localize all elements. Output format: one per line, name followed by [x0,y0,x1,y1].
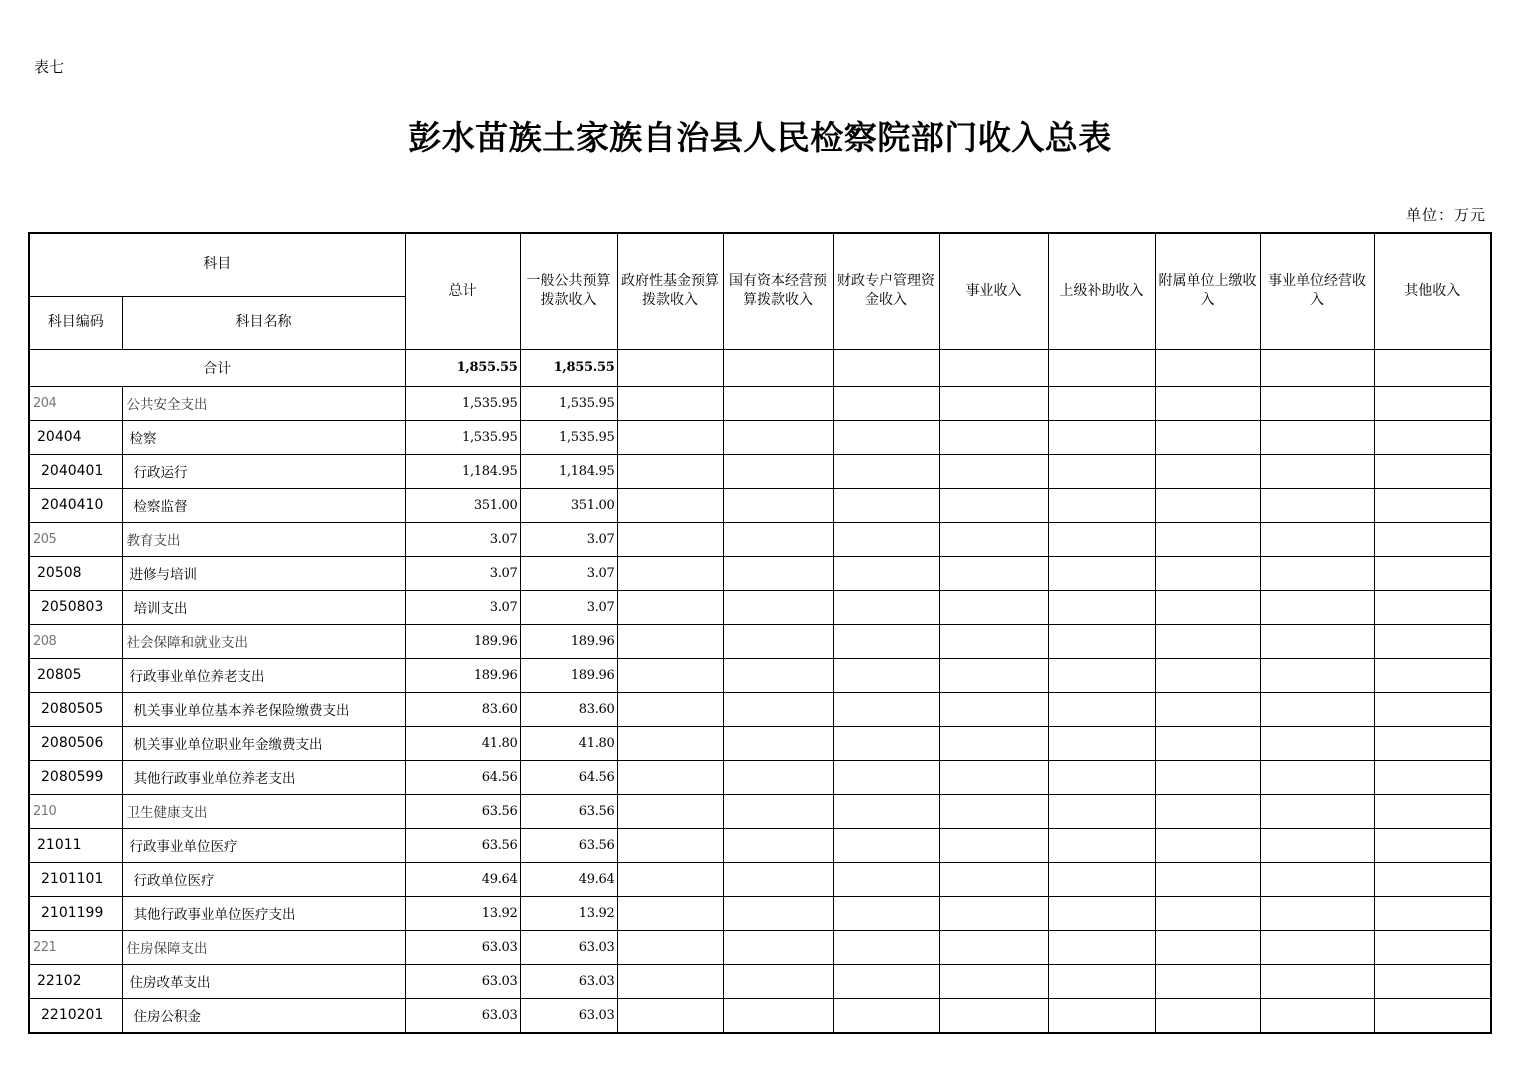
empty-cell [1048,896,1155,930]
row-code: 2040401 [29,454,122,488]
row-code: 208 [29,624,122,658]
empty-cell [833,896,939,930]
empty-cell [833,794,939,828]
empty-cell [1048,556,1155,590]
row-general-budget: 1,184.95 [520,454,617,488]
row-name: 行政事业单位养老支出 [122,658,405,692]
empty-cell [1260,726,1374,760]
empty-cell [1155,590,1260,624]
row-general-budget: 41.80 [520,726,617,760]
row-total: 83.60 [405,692,520,726]
document-title: 彭水苗族土家族自治县人民检察院部门收入总表 [408,118,1112,157]
empty-cell [617,590,723,624]
header-total: 总计 [405,233,520,349]
empty-cell [617,488,723,522]
empty-cell [723,998,833,1033]
row-general-budget: 3.07 [520,590,617,624]
row-name: 其他行政事业单位养老支出 [122,760,405,794]
empty-cell [1260,760,1374,794]
summary-row [29,349,1491,386]
empty-cell [833,862,939,896]
empty-cell [723,556,833,590]
row-name: 进修与培训 [122,556,405,590]
row-total: 41.80 [405,726,520,760]
empty-cell [1374,930,1491,964]
row-name: 住房改革支出 [122,964,405,998]
row-general-budget: 13.92 [520,896,617,930]
empty-cell [1155,556,1260,590]
row-total: 3.07 [405,522,520,556]
empty-cell [1048,964,1155,998]
empty-cell [1155,896,1260,930]
empty-cell [1374,692,1491,726]
empty-cell [833,522,939,556]
row-name: 卫生健康支出 [122,794,405,828]
table-row [29,794,1491,828]
empty-cell [1048,692,1155,726]
empty-cell [1155,624,1260,658]
empty-cell [833,692,939,726]
empty-cell [723,794,833,828]
row-name: 机关事业单位职业年金缴费支出 [122,726,405,760]
row-code: 22102 [29,964,122,998]
row-general-budget: 1,535.95 [520,420,617,454]
empty-cell [1260,896,1374,930]
empty-cell [723,760,833,794]
empty-cell [723,454,833,488]
empty-cell [833,590,939,624]
empty-cell [617,420,723,454]
empty-cell [723,726,833,760]
empty-cell [1048,590,1155,624]
empty-cell [723,930,833,964]
empty-cell [1155,794,1260,828]
empty-cell [833,964,939,998]
empty-cell [1048,760,1155,794]
row-name: 培训支出 [122,590,405,624]
empty-cell [939,420,1048,454]
empty-cell [1374,488,1491,522]
empty-cell [1155,726,1260,760]
empty-cell [617,522,723,556]
row-total: 13.92 [405,896,520,930]
empty-cell [1048,998,1155,1033]
empty-cell [1374,760,1491,794]
empty-cell [1260,556,1374,590]
empty-cell [1155,692,1260,726]
empty-cell [1260,862,1374,896]
empty-cell [1260,930,1374,964]
empty-cell [1155,386,1260,420]
header-business-income: 事业收入 [939,233,1048,349]
empty-cell [1155,998,1260,1033]
row-code: 205 [29,522,122,556]
empty-cell [1374,998,1491,1033]
empty-cell [723,590,833,624]
empty-cell [1155,522,1260,556]
header-state-capital: 国有资本经营预算拨款收入 [723,233,833,349]
empty-cell [833,624,939,658]
empty-cell [1048,454,1155,488]
header-other-income: 其他收入 [1374,233,1491,349]
row-name: 住房公积金 [122,998,405,1033]
row-code: 2050803 [29,590,122,624]
empty-cell [1048,862,1155,896]
empty-cell [833,454,939,488]
empty-cell [939,556,1048,590]
empty-cell [617,930,723,964]
row-code: 210 [29,794,122,828]
empty-cell [939,760,1048,794]
empty-cell [617,454,723,488]
empty-cell [1260,828,1374,862]
empty-cell [1155,658,1260,692]
empty-cell [617,896,723,930]
row-total: 1,535.95 [405,386,520,420]
row-name: 检察 [122,420,405,454]
empty-cell [939,624,1048,658]
empty-cell [1260,590,1374,624]
empty-cell [939,998,1048,1033]
empty-cell [1374,896,1491,930]
table-row [29,930,1491,964]
row-total: 63.56 [405,828,520,862]
header-affiliated-payment: 附属单位上缴收入 [1155,233,1260,349]
empty-cell [1260,964,1374,998]
empty-cell [1155,420,1260,454]
unit-label: 单位：万元 [1405,206,1486,224]
empty-cell [1374,794,1491,828]
table-row [29,998,1491,1033]
row-general-budget: 63.56 [520,794,617,828]
empty-cell [617,998,723,1033]
empty-cell [939,896,1048,930]
empty-cell [1048,658,1155,692]
row-code: 2040410 [29,488,122,522]
empty-cell [1155,454,1260,488]
empty-cell [617,726,723,760]
summary-general-budget: 1,855.55 [520,349,617,386]
empty-cell [1048,794,1155,828]
empty-cell [939,726,1048,760]
empty-cell [617,828,723,862]
header-subject-name: 科目名称 [122,296,405,349]
empty-cell [1155,760,1260,794]
empty-cell [1260,386,1374,420]
row-code: 2101101 [29,862,122,896]
table-row [29,386,1491,420]
table-row [29,522,1491,556]
empty-cell [939,692,1048,726]
empty-cell [1155,964,1260,998]
row-general-budget: 83.60 [520,692,617,726]
empty-cell [617,556,723,590]
row-name: 教育支出 [122,522,405,556]
empty-cell [1374,624,1491,658]
empty-cell [1374,522,1491,556]
empty-cell [939,658,1048,692]
summary-total: 1,855.55 [405,349,520,386]
row-code: 2080599 [29,760,122,794]
empty-cell [1374,556,1491,590]
empty-cell [939,590,1048,624]
empty-cell [833,556,939,590]
empty-cell [939,386,1048,420]
row-general-budget: 63.03 [520,930,617,964]
empty-cell [1048,420,1155,454]
row-code: 2080506 [29,726,122,760]
row-general-budget: 64.56 [520,760,617,794]
empty-cell [723,828,833,862]
row-code: 20404 [29,420,122,454]
empty-cell [939,454,1048,488]
empty-cell [833,828,939,862]
table-row [29,556,1491,590]
header-fiscal-special: 财政专户管理资金收入 [833,233,939,349]
row-total: 1,184.95 [405,454,520,488]
row-total: 189.96 [405,658,520,692]
empty-cell [939,930,1048,964]
empty-cell [1260,692,1374,726]
row-name: 行政事业单位医疗 [122,828,405,862]
empty-cell [1048,488,1155,522]
header-subject-code: 科目编码 [29,296,122,349]
empty-cell [723,658,833,692]
empty-cell [833,998,939,1033]
empty-cell [617,624,723,658]
empty-cell [1374,454,1491,488]
empty-cell [617,760,723,794]
row-total: 3.07 [405,590,520,624]
row-general-budget: 63.03 [520,964,617,998]
row-code: 2210201 [29,998,122,1033]
row-total: 1,535.95 [405,420,520,454]
row-name: 行政单位医疗 [122,862,405,896]
empty-cell [833,386,939,420]
row-total: 351.00 [405,488,520,522]
empty-cell [617,794,723,828]
empty-cell [1048,386,1155,420]
row-code: 204 [29,386,122,420]
empty-cell [1374,726,1491,760]
table-row [29,420,1491,454]
empty-cell [1260,794,1374,828]
empty-cell [1155,930,1260,964]
empty-cell [1048,930,1155,964]
empty-cell [617,964,723,998]
table-row [29,828,1491,862]
row-total: 64.56 [405,760,520,794]
empty-cell [723,692,833,726]
empty-cell [723,896,833,930]
empty-cell [723,862,833,896]
table-row [29,454,1491,488]
empty-cell [617,658,723,692]
empty-cell [1374,420,1491,454]
row-total: 63.03 [405,998,520,1033]
empty-cell [1260,624,1374,658]
empty-cell [723,624,833,658]
header-gov-fund: 政府性基金预算拨款收入 [617,233,723,349]
empty-cell [1374,964,1491,998]
empty-cell [1260,998,1374,1033]
summary-label: 合计 [29,349,405,386]
empty-cell [1155,862,1260,896]
table-row [29,590,1491,624]
empty-cell [939,862,1048,896]
row-name: 检察监督 [122,488,405,522]
empty-cell [723,488,833,522]
row-name: 机关事业单位基本养老保险缴费支出 [122,692,405,726]
empty-cell [1048,522,1155,556]
table-row [29,760,1491,794]
row-total: 189.96 [405,624,520,658]
table-row [29,726,1491,760]
row-total: 49.64 [405,862,520,896]
empty-cell [1048,828,1155,862]
empty-cell [617,862,723,896]
empty-cell [939,964,1048,998]
row-code: 21011 [29,828,122,862]
row-code: 2080505 [29,692,122,726]
row-name: 行政运行 [122,454,405,488]
header-superior-subsidy: 上级补助收入 [1048,233,1155,349]
row-name: 公共安全支出 [122,386,405,420]
header-business-operation: 事业单位经营收入 [1260,233,1374,349]
row-code: 20805 [29,658,122,692]
table-row [29,964,1491,998]
empty-cell [1260,454,1374,488]
empty-cell [723,964,833,998]
table-number-label: 表七 [34,58,65,76]
table-row [29,488,1491,522]
row-total: 63.03 [405,964,520,998]
empty-cell [617,692,723,726]
empty-cell [1374,386,1491,420]
table-row [29,862,1491,896]
income-summary-table [28,232,1492,1034]
empty-cell [939,794,1048,828]
empty-cell [723,522,833,556]
empty-cell [1374,658,1491,692]
empty-cell [1048,726,1155,760]
row-general-budget: 63.56 [520,828,617,862]
empty-cell [1260,488,1374,522]
empty-cell [939,828,1048,862]
row-code: 221 [29,930,122,964]
empty-cell [939,522,1048,556]
table-row [29,624,1491,658]
empty-cell [1155,828,1260,862]
empty-cell [1374,862,1491,896]
empty-cell [617,386,723,420]
row-total: 3.07 [405,556,520,590]
empty-cell [833,930,939,964]
row-general-budget: 189.96 [520,624,617,658]
row-general-budget: 189.96 [520,658,617,692]
empty-cell [833,760,939,794]
row-general-budget: 3.07 [520,522,617,556]
empty-cell [1260,420,1374,454]
row-code: 20508 [29,556,122,590]
row-name: 社会保障和就业支出 [122,624,405,658]
empty-cell [1260,658,1374,692]
table-row [29,896,1491,930]
empty-cell [1048,624,1155,658]
empty-cell [1155,488,1260,522]
row-general-budget: 1,535.95 [520,386,617,420]
header-general-budget: 一般公共预算拨款收入 [520,233,617,349]
empty-cell [1374,590,1491,624]
row-name: 住房保障支出 [122,930,405,964]
empty-cell [833,488,939,522]
table-row [29,658,1491,692]
row-code: 2101199 [29,896,122,930]
empty-cell [723,386,833,420]
header-subject: 科目 [29,233,405,296]
row-general-budget: 351.00 [520,488,617,522]
empty-cell [723,420,833,454]
row-name: 其他行政事业单位医疗支出 [122,896,405,930]
row-general-budget: 63.03 [520,998,617,1033]
table-row [29,692,1491,726]
empty-cell [833,658,939,692]
empty-cell [833,726,939,760]
empty-cell [1374,828,1491,862]
empty-cell [833,420,939,454]
empty-cell [939,488,1048,522]
row-total: 63.56 [405,794,520,828]
row-general-budget: 49.64 [520,862,617,896]
row-total: 63.03 [405,930,520,964]
row-general-budget: 3.07 [520,556,617,590]
empty-cell [1260,522,1374,556]
